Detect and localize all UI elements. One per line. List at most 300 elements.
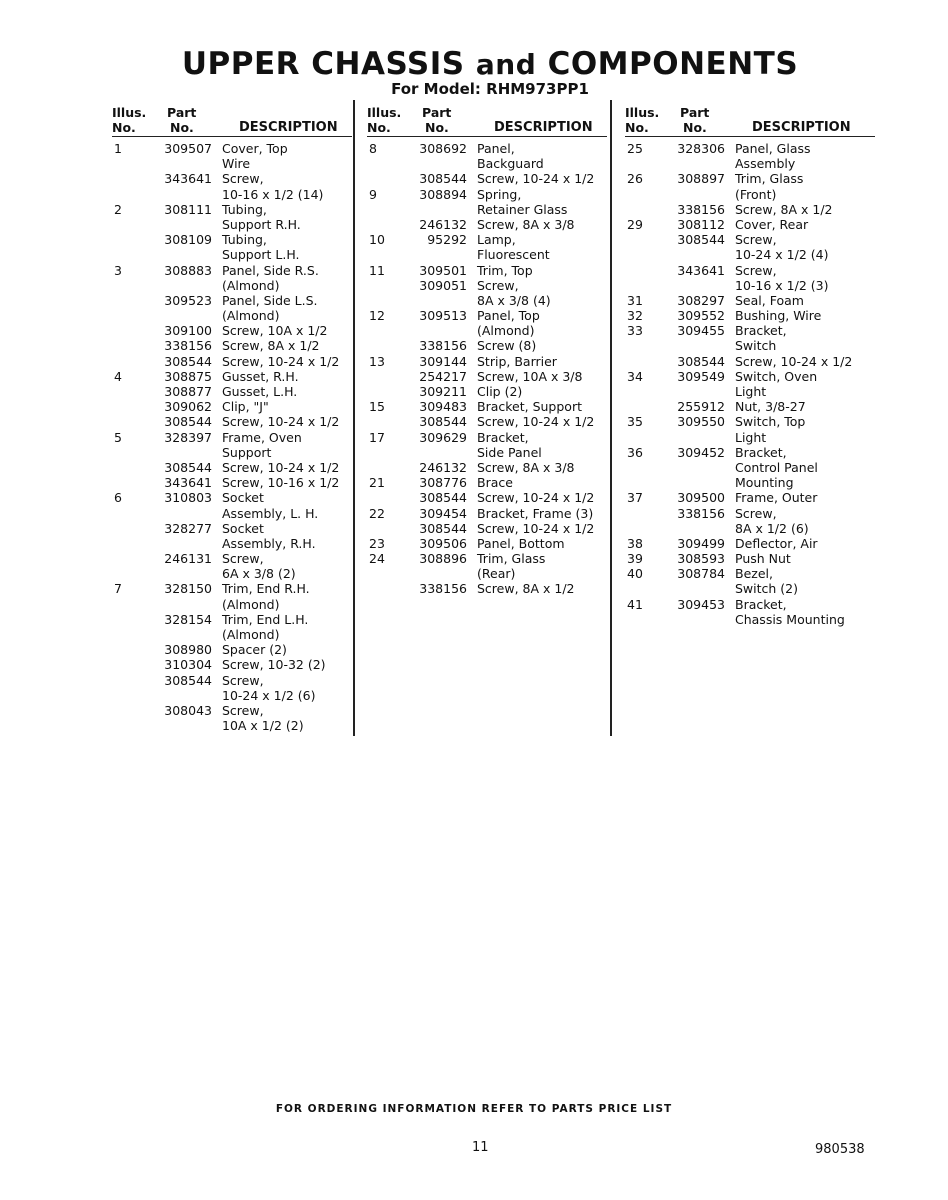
part-number: 309144 xyxy=(419,353,467,369)
part-number: 308776 xyxy=(419,475,467,491)
illus-number: 32 xyxy=(627,308,643,324)
part-description: Nut, 3/8-27 xyxy=(735,399,806,415)
part-description: 8A x 3/8 (4) xyxy=(477,292,551,308)
table-row xyxy=(367,141,607,171)
part-number: 328306 xyxy=(677,141,725,156)
part-description: Screw, 8A x 1/2 xyxy=(735,201,833,217)
illus-number: 6 xyxy=(114,490,122,506)
table-row xyxy=(625,171,875,201)
table-row xyxy=(625,566,875,596)
part-description: Screw, 10A x 3/8 xyxy=(477,368,583,384)
part-number: 309549 xyxy=(677,368,725,384)
illus-number: 8 xyxy=(369,141,377,156)
illus-number: 24 xyxy=(369,551,385,567)
table-row xyxy=(112,354,352,369)
part-number: 95292 xyxy=(427,232,467,248)
table-row xyxy=(112,141,352,171)
header-part1: Part xyxy=(422,105,452,120)
part-description: Screw, xyxy=(222,171,264,187)
table-row xyxy=(112,581,352,611)
table-row xyxy=(112,612,352,642)
illus-number: 12 xyxy=(369,308,385,324)
part-number: 254217 xyxy=(419,368,467,384)
illus-number: 15 xyxy=(369,399,385,415)
part-description: Panel, Side L.S. xyxy=(222,292,318,308)
illus-number: 40 xyxy=(627,566,643,582)
illus-number: 25 xyxy=(627,141,643,156)
part-description: Assembly xyxy=(735,156,796,172)
part-description: Switch, Top xyxy=(735,414,806,430)
part-description: Frame, Outer xyxy=(735,490,818,506)
part-description: Screw, xyxy=(735,232,777,248)
table-row xyxy=(367,217,607,232)
part-description: (Almond) xyxy=(477,323,535,339)
part-number: 308544 xyxy=(164,672,212,688)
part-description: Control Panel xyxy=(735,459,818,475)
part-description: Mounting xyxy=(735,475,794,491)
part-description: 10-16 x 1/2 (3) xyxy=(735,277,829,293)
part-description: Socket xyxy=(222,490,264,506)
part-description: (Almond) xyxy=(222,277,280,293)
part-description: Clip (2) xyxy=(477,384,523,399)
part-number: 308980 xyxy=(164,642,212,658)
part-description: Spring, xyxy=(477,186,522,202)
illus-number: 17 xyxy=(369,429,385,445)
table-row xyxy=(112,293,352,323)
part-number: 308109 xyxy=(164,232,212,248)
part-number: 309499 xyxy=(677,535,725,551)
part-number: 308896 xyxy=(419,551,467,567)
table-row xyxy=(367,399,607,414)
part-description: Bushing, Wire xyxy=(735,308,822,324)
illus-number: 39 xyxy=(627,551,643,567)
part-description: Deflector, Air xyxy=(735,535,818,551)
part-description: Screw, 10-24 x 1/2 xyxy=(222,459,340,475)
table-row xyxy=(625,232,875,262)
part-description: Switch (2) xyxy=(735,581,799,597)
part-description: Switch, Oven xyxy=(735,368,818,384)
part-number: 308593 xyxy=(677,551,725,567)
part-description: Gusset, L.H. xyxy=(222,384,298,399)
part-number: 308297 xyxy=(677,292,725,308)
header-illus1: Illus. xyxy=(625,105,660,120)
part-description: Screw, xyxy=(222,702,264,718)
part-description: Screw, 10-24 x 1/2 xyxy=(222,353,340,369)
table-row xyxy=(112,673,352,703)
table-row xyxy=(625,263,875,293)
column-divider xyxy=(353,100,355,736)
header-illus2: No. xyxy=(112,120,136,135)
part-number: 309552 xyxy=(677,308,725,324)
part-description: Screw, 10-24 x 1/2 xyxy=(222,414,340,430)
part-description: Screw, 10-32 (2) xyxy=(222,657,326,673)
part-number: 309506 xyxy=(419,535,467,551)
part-description: Fluorescent xyxy=(477,247,550,263)
part-number: 309100 xyxy=(164,323,212,339)
part-number: 338156 xyxy=(419,338,467,354)
part-description: Screw, xyxy=(735,262,777,278)
part-description: Cover, Top xyxy=(222,141,288,156)
part-number: 308544 xyxy=(419,414,467,430)
table-row xyxy=(112,399,352,414)
title-and: and xyxy=(475,48,537,81)
part-number: 246131 xyxy=(164,551,212,567)
part-number: 309501 xyxy=(419,262,467,278)
part-number: 308112 xyxy=(677,216,725,232)
table-row xyxy=(367,308,607,338)
table-row xyxy=(367,581,607,596)
part-description: Bezel, xyxy=(735,566,773,582)
part-description: 10-24 x 1/2 (4) xyxy=(735,247,829,263)
part-description: Trim, End R.H. xyxy=(222,581,310,597)
illus-number: 11 xyxy=(369,262,385,278)
illus-number: 1 xyxy=(114,141,122,156)
part-description: Support xyxy=(222,444,272,460)
table-row xyxy=(367,551,607,581)
table-row xyxy=(367,171,607,186)
part-description: Bracket, xyxy=(735,444,787,460)
table-row xyxy=(112,551,352,581)
illus-number: 38 xyxy=(627,535,643,551)
part-description: Tubing, xyxy=(222,201,267,217)
part-number: 309051 xyxy=(419,277,467,293)
table-row xyxy=(625,536,875,551)
part-description: Screw, 10A x 1/2 xyxy=(222,323,328,339)
table-row xyxy=(625,506,875,536)
illus-number: 22 xyxy=(369,505,385,521)
part-number: 328150 xyxy=(164,581,212,597)
part-number: 309523 xyxy=(164,292,212,308)
part-description: Trim, Glass xyxy=(477,551,546,567)
part-number: 310304 xyxy=(164,657,212,673)
header-illus2: No. xyxy=(625,120,649,135)
header-desc: DESCRIPTION xyxy=(239,120,338,135)
ordering-note: FOR ORDERING INFORMATION REFER TO PARTS PRICE LIST xyxy=(275,1103,673,1115)
table-row xyxy=(625,369,875,399)
table-row xyxy=(367,354,607,369)
part-description: Assembly, R.H. xyxy=(222,535,316,551)
part-number: 328154 xyxy=(164,611,212,627)
table-row xyxy=(112,202,352,232)
part-description: Panel, Bottom xyxy=(477,535,565,551)
illus-number: 10 xyxy=(369,232,385,248)
parts-column-1 xyxy=(112,103,352,733)
part-description: Screw, 8A x 3/8 xyxy=(477,459,575,475)
table-row xyxy=(112,475,352,490)
table-row xyxy=(625,414,875,444)
part-description: Screw, xyxy=(222,672,264,688)
document-number: 980538 xyxy=(815,1142,865,1157)
illus-number: 35 xyxy=(627,414,643,430)
table-row xyxy=(625,323,875,353)
part-description: Frame, Oven xyxy=(222,429,302,445)
part-number: 309500 xyxy=(677,490,725,506)
column-divider xyxy=(610,100,612,736)
table-row xyxy=(625,551,875,566)
part-description: Screw, 10-24 x 1/2 xyxy=(477,520,595,536)
part-description: Bracket, Frame (3) xyxy=(477,505,594,521)
part-description: Screw, 8A x 1/2 xyxy=(477,581,575,597)
part-number: 308883 xyxy=(164,262,212,278)
part-description: Screw, xyxy=(222,551,264,567)
part-number: 308877 xyxy=(164,384,212,399)
part-number: 308897 xyxy=(677,171,725,187)
part-description: Screw, xyxy=(735,505,777,521)
part-number: 308692 xyxy=(419,141,467,156)
table-row xyxy=(112,171,352,201)
table-row xyxy=(367,536,607,551)
header-part2: No. xyxy=(683,120,707,135)
part-number: 308043 xyxy=(164,702,212,718)
part-description: Light xyxy=(735,384,767,399)
table-row xyxy=(112,642,352,657)
illus-number: 5 xyxy=(114,429,122,445)
table-row xyxy=(112,232,352,262)
part-number: 309483 xyxy=(419,399,467,415)
part-description: Screw, 10-24 x 1/2 xyxy=(477,171,595,187)
part-description: Cover, Rear xyxy=(735,216,809,232)
table-row xyxy=(625,354,875,369)
part-number: 308894 xyxy=(419,186,467,202)
illus-number: 7 xyxy=(114,581,122,597)
part-number: 309629 xyxy=(419,429,467,445)
part-description: Backguard xyxy=(477,156,544,172)
part-description: Side Panel xyxy=(477,444,542,460)
part-description: 10-16 x 1/2 (14) xyxy=(222,186,324,202)
part-number: 343641 xyxy=(164,171,212,187)
part-number: 309453 xyxy=(677,596,725,612)
header-part2: No. xyxy=(425,120,449,135)
part-number: 328397 xyxy=(164,429,212,445)
part-description: Gusset, R.H. xyxy=(222,368,299,384)
part-description: (Front) xyxy=(735,186,777,202)
part-description: Bracket, xyxy=(735,596,787,612)
part-number: 338156 xyxy=(164,338,212,354)
illus-number: 26 xyxy=(627,171,643,187)
table-row xyxy=(367,521,607,536)
table-row xyxy=(625,490,875,505)
part-description: 6A x 3/8 (2) xyxy=(222,566,296,582)
header-part1: Part xyxy=(167,105,197,120)
part-number: 309550 xyxy=(677,414,725,430)
part-description: 8A x 1/2 (6) xyxy=(735,520,809,536)
part-number: 308544 xyxy=(677,232,725,248)
part-description: Screw, xyxy=(477,277,519,293)
part-number: 308544 xyxy=(164,353,212,369)
part-number: 310803 xyxy=(164,490,212,506)
part-description: Screw, 10-24 x 1/2 xyxy=(735,353,853,369)
part-number: 308544 xyxy=(419,490,467,506)
illus-number: 31 xyxy=(627,292,643,308)
table-row xyxy=(367,490,607,505)
part-description: Panel, Glass xyxy=(735,141,811,156)
illus-number: 34 xyxy=(627,368,643,384)
part-description: Clip, "J" xyxy=(222,399,269,415)
part-description: Support L.H. xyxy=(222,247,300,263)
table-row xyxy=(367,187,607,217)
part-description: Strip, Barrier xyxy=(477,353,557,369)
part-number: 309062 xyxy=(164,399,212,415)
table-row xyxy=(625,399,875,414)
parts-column-3 xyxy=(625,103,875,627)
part-description: (Almond) xyxy=(222,627,280,642)
illus-number: 36 xyxy=(627,444,643,460)
table-row xyxy=(625,202,875,217)
illus-number: 37 xyxy=(627,490,643,506)
table-row xyxy=(625,217,875,232)
title-part2: COMPONENTS xyxy=(547,46,799,82)
part-description: Screw, 8A x 3/8 xyxy=(477,216,575,232)
illus-number: 23 xyxy=(369,535,385,551)
table-row xyxy=(367,338,607,353)
illus-number: 4 xyxy=(114,368,122,384)
header-illus1: Illus. xyxy=(367,105,402,120)
part-description: Light xyxy=(735,429,767,445)
header-desc: DESCRIPTION xyxy=(494,120,593,135)
table-row xyxy=(367,430,607,460)
part-description: Trim, Glass xyxy=(735,171,804,187)
part-description: Tubing, xyxy=(222,232,267,248)
page-number: 11 xyxy=(472,1140,489,1155)
table-row xyxy=(112,703,352,733)
illus-number: 33 xyxy=(627,323,643,339)
table-row xyxy=(625,597,875,627)
table-row xyxy=(625,445,875,491)
part-description: Seal, Foam xyxy=(735,292,804,308)
illus-number: 9 xyxy=(369,186,377,202)
table-row xyxy=(367,278,607,308)
part-description: Assembly, L. H. xyxy=(222,505,319,521)
table-row xyxy=(367,263,607,278)
part-description: Panel, Side R.S. xyxy=(222,262,319,278)
table-row xyxy=(112,414,352,429)
part-number: 338156 xyxy=(677,505,725,521)
part-number: 328277 xyxy=(164,520,212,536)
illus-number: 3 xyxy=(114,262,122,278)
part-number: 308544 xyxy=(419,520,467,536)
part-description: Screw, 10-16 x 1/2 xyxy=(222,475,340,491)
part-description: Screw, 10-24 x 1/2 xyxy=(477,490,595,506)
part-number: 308544 xyxy=(419,171,467,187)
part-description: (Almond) xyxy=(222,308,280,324)
title-part1: UPPER CHASSIS xyxy=(181,46,465,82)
part-number: 338156 xyxy=(419,581,467,597)
part-description: Panel, xyxy=(477,141,515,156)
part-description: (Almond) xyxy=(222,596,280,612)
illus-number: 2 xyxy=(114,201,122,217)
part-number: 246132 xyxy=(419,216,467,232)
part-description: Socket xyxy=(222,520,264,536)
header-illus1: Illus. xyxy=(112,105,147,120)
column-header xyxy=(625,103,875,137)
part-number: 309507 xyxy=(164,141,212,156)
table-row xyxy=(367,232,607,262)
part-description: Bracket, xyxy=(477,429,529,445)
part-description: Screw, 8A x 1/2 xyxy=(222,338,320,354)
part-number: 308544 xyxy=(164,414,212,430)
part-description: Screw (8) xyxy=(477,338,537,354)
part-number: 338156 xyxy=(677,201,725,217)
part-number: 309452 xyxy=(677,444,725,460)
part-number: 308875 xyxy=(164,368,212,384)
table-row xyxy=(112,323,352,338)
illus-number: 29 xyxy=(627,216,643,232)
header-part1: Part xyxy=(680,105,710,120)
part-description: Retainer Glass xyxy=(477,201,568,217)
illus-number: 13 xyxy=(369,353,385,369)
part-description: Trim, End L.H. xyxy=(222,611,309,627)
part-description: Bracket, xyxy=(735,323,787,339)
parts-column-2 xyxy=(367,103,607,597)
part-number: 309454 xyxy=(419,505,467,521)
column-header xyxy=(112,103,352,137)
part-description: Screw, 10-24 x 1/2 xyxy=(477,414,595,430)
table-row xyxy=(367,384,607,399)
header-desc: DESCRIPTION xyxy=(752,120,851,135)
table-row xyxy=(112,521,352,551)
column-header xyxy=(367,103,607,137)
part-number: 343641 xyxy=(677,262,725,278)
page-title xyxy=(0,46,948,82)
table-row xyxy=(625,141,875,171)
part-description: Chassis Mounting xyxy=(735,611,845,627)
header-illus2: No. xyxy=(367,120,391,135)
table-row xyxy=(112,263,352,293)
part-description: Bracket, Support xyxy=(477,399,582,415)
table-row xyxy=(367,414,607,429)
table-row xyxy=(112,384,352,399)
part-description: Lamp, xyxy=(477,232,516,248)
table-row xyxy=(112,657,352,672)
table-row xyxy=(112,430,352,460)
table-row xyxy=(625,308,875,323)
header-part2: No. xyxy=(170,120,194,135)
part-description: Support R.H. xyxy=(222,216,301,232)
part-number: 255912 xyxy=(677,399,725,415)
table-row xyxy=(112,490,352,520)
table-row xyxy=(112,338,352,353)
part-number: 308544 xyxy=(164,459,212,475)
part-description: (Rear) xyxy=(477,566,516,582)
table-row xyxy=(367,369,607,384)
table-row xyxy=(112,460,352,475)
table-row xyxy=(112,369,352,384)
part-number: 246132 xyxy=(419,459,467,475)
table-row xyxy=(367,460,607,475)
part-number: 309513 xyxy=(419,308,467,324)
illus-number: 41 xyxy=(627,596,643,612)
table-row xyxy=(367,506,607,521)
part-description: Brace xyxy=(477,475,513,491)
part-number: 309211 xyxy=(419,384,467,399)
part-number: 308784 xyxy=(677,566,725,582)
model-subtitle: For Model: RHM973PP1 xyxy=(391,80,589,98)
part-number: 343641 xyxy=(164,475,212,491)
part-description: Spacer (2) xyxy=(222,642,287,658)
part-number: 308544 xyxy=(677,353,725,369)
illus-number: 21 xyxy=(369,475,385,491)
table-row xyxy=(367,475,607,490)
part-description: Switch xyxy=(735,338,777,354)
part-description: 10A x 1/2 (2) xyxy=(222,718,304,734)
part-description: Panel, Top xyxy=(477,308,540,324)
part-description: Wire xyxy=(222,156,251,172)
part-number: 308111 xyxy=(164,201,212,217)
part-description: Trim, Top xyxy=(477,262,533,278)
table-row xyxy=(625,293,875,308)
part-number: 309455 xyxy=(677,323,725,339)
part-description: 10-24 x 1/2 (6) xyxy=(222,687,316,703)
